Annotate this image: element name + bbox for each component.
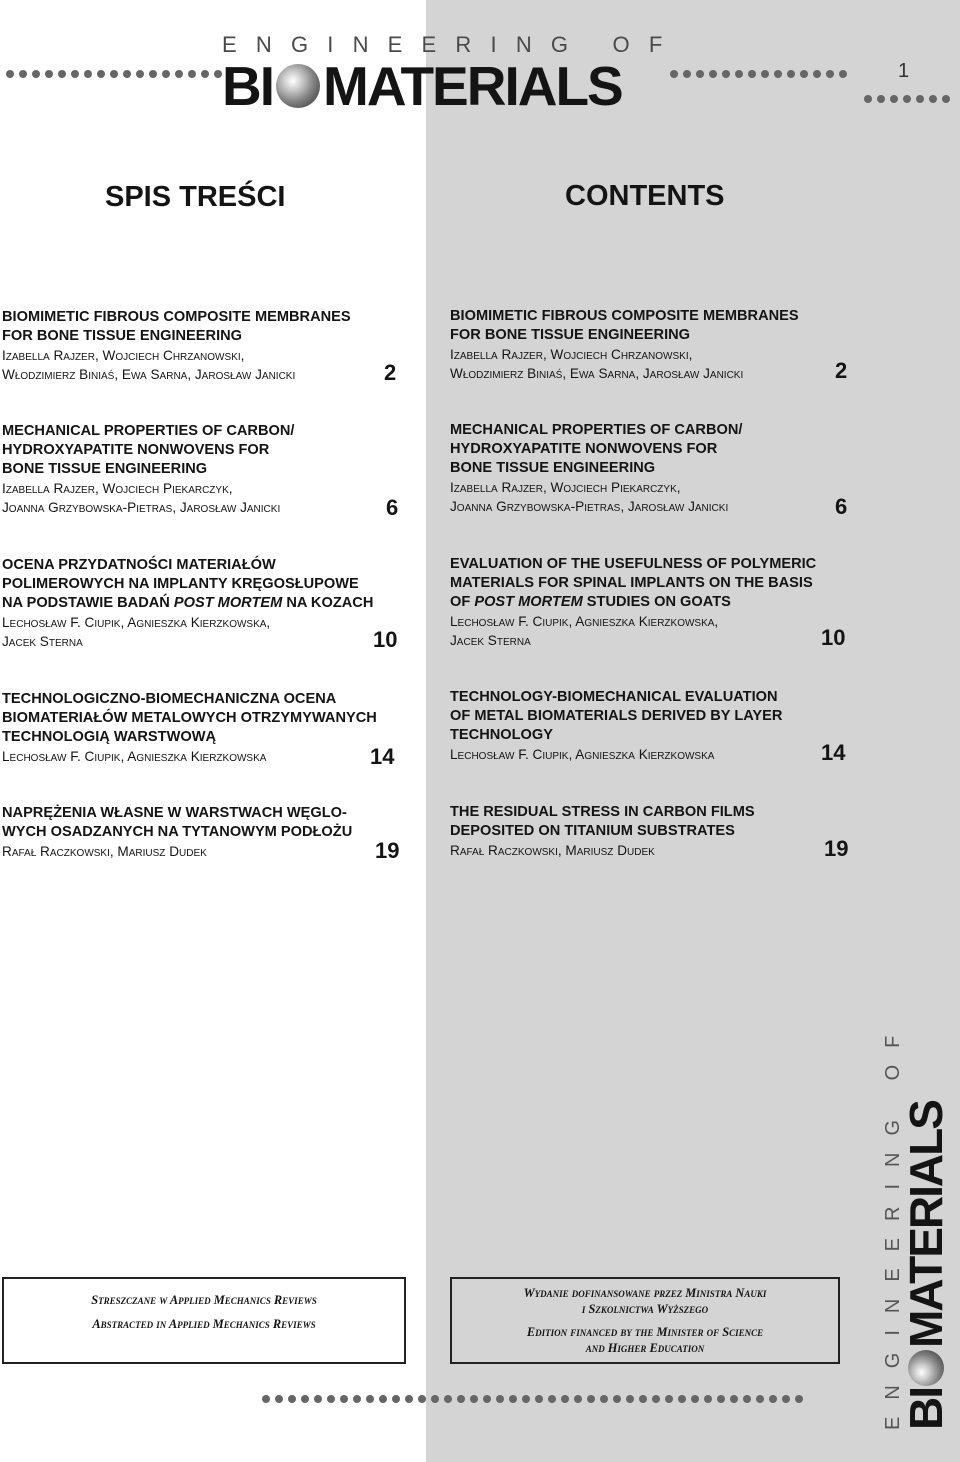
entry-title: EVALUATION OF THE USEFULNESS OF POLYMERIC: [450, 556, 817, 572]
right-entry-2: [450, 421, 742, 516]
financed-line-2: i Szkolnictwa Wyższego: [581, 1302, 709, 1316]
logo-bio-prefix: BI: [222, 55, 273, 117]
left-entry-5-page: 19: [375, 838, 400, 863]
abstracted-line-en: Abstracted in Applied Mechanics Reviews: [92, 1317, 316, 1331]
entry-title: BONE TISSUE ENGINEERING: [450, 460, 656, 476]
page-number: 1: [898, 60, 910, 82]
entry-title: OF POST MORTEM STUDIES ON GOATS: [450, 594, 731, 610]
edition-financed-box: [450, 1277, 840, 1364]
financed-line-4: and Higher Education: [585, 1341, 705, 1355]
entry-title: OCENA PRZYDATNOŚCI MATERIAŁÓW: [2, 557, 276, 573]
left-entry-2-page: 6: [386, 495, 399, 520]
dots-decoration-right: [670, 70, 847, 79]
entry-title: THE RESIDUAL STRESS IN CARBON FILMS: [450, 804, 755, 820]
entry-title: NAPRĘŻENIA WŁASNE W WARSTWACH WĘGLO-: [2, 805, 347, 821]
entry-authors: Lechosław F. Ciupik, Agnieszka Kierzkowska: [2, 749, 267, 764]
right-entry-4: [450, 688, 782, 764]
logo-disc-icon: [276, 64, 320, 108]
logo-bio-suffix: MATERIALS: [323, 55, 622, 117]
entry-title: MECHANICAL PROPERTIES OF CARBON/: [450, 422, 743, 438]
entry-authors: Włodzimierz Biniaś, Ewa Sarna, Jarosław Janicki: [2, 367, 296, 382]
logo-vertical-biomaterials: [900, 1101, 952, 1430]
financed-line-1: Wydanie dofinansowane przez Ministra Nauki: [523, 1286, 767, 1300]
entry-title: NA PODSTAWIE BADAŃ POST MORTEM NA KOZACH: [2, 595, 374, 611]
left-entry-3: [2, 556, 373, 651]
entry-authors: Jacek Sterna: [2, 634, 83, 649]
logo-vertical-engineering-of: ENGINEERING OF: [882, 1018, 904, 1430]
right-entry-1-page: 2: [835, 358, 848, 383]
entry-title: OF METAL BIOMATERIALS DERIVED BY LAYER: [450, 708, 783, 724]
financed-line-3: Edition financed by the Minister of Science: [526, 1325, 764, 1339]
entry-title: TECHNOLOGIĄ WARSTWOWĄ: [2, 729, 217, 745]
entry-title: DEPOSITED ON TITANIUM SUBSTRATES: [450, 823, 735, 839]
left-entry-1: [2, 308, 351, 384]
right-entry-5: [450, 803, 755, 860]
right-entry-3-page: 10: [821, 625, 846, 650]
entry-authors: Joanna Grzybowska-Pietras, Jarosław Janicki: [450, 499, 729, 514]
logo-vertical-bio-suffix: MATERIALS: [900, 1101, 952, 1348]
abstracted-in-box: [2, 1277, 406, 1364]
entry-authors: Rafał Raczkowski, Mariusz Dudek: [450, 843, 655, 858]
right-entry-5-page: 19: [824, 836, 849, 861]
logo-biomaterials: [222, 55, 622, 117]
entry-authors: Izabella Rajzer, Wojciech Piekarczyk,: [2, 481, 233, 496]
entry-title: BIOMIMETIC FIBROUS COMPOSITE MEMBRANES: [450, 308, 799, 324]
entry-authors: Joanna Grzybowska-Pietras, Jarosław Janicki: [2, 500, 281, 515]
right-entry-4-page: 14: [821, 740, 846, 765]
dots-decoration-left: [6, 70, 222, 79]
entry-title: WYCH OSADZANYCH NA TYTANOWYM PODŁOŻU: [2, 824, 353, 840]
entry-title: MECHANICAL PROPERTIES OF CARBON/: [2, 423, 295, 439]
left-entry-3-page: 10: [373, 627, 398, 652]
entry-title: TECHNOLOGY-BIOMECHANICAL EVALUATION: [450, 689, 778, 705]
entry-authors: Lechosław F. Ciupik, Agnieszka Kierzkowska: [450, 747, 715, 762]
left-entry-4-page: 14: [370, 744, 395, 769]
dots-decoration-bottom: [262, 1395, 803, 1404]
entry-title: BONE TISSUE ENGINEERING: [2, 461, 208, 477]
entry-title: POLIMEROWYCH NA IMPLANTY KRĘGOSŁUPOWE: [2, 576, 359, 592]
entry-authors: Izabella Rajzer, Wojciech Piekarczyk,: [450, 480, 681, 495]
left-entry-4: [2, 690, 377, 766]
entry-title: FOR BONE TISSUE ENGINEERING: [450, 327, 691, 343]
logo-vertical-bio-prefix: BI: [900, 1388, 952, 1430]
right-entry-1: [450, 307, 799, 383]
entry-title: HYDROXYAPATITE NONWOVENS FOR: [2, 442, 270, 458]
entry-authors: Rafał Raczkowski, Mariusz Dudek: [2, 844, 207, 859]
entry-authors: Lechosław F. Ciupik, Agnieszka Kierzkowska,: [450, 614, 719, 629]
abstracted-line-pl: Streszczane w Applied Mechanics Reviews: [91, 1293, 317, 1307]
entry-title: BIOMIMETIC FIBROUS COMPOSITE MEMBRANES: [2, 309, 351, 325]
entry-authors: Izabella Rajzer, Wojciech Chrzanowski,: [2, 348, 245, 363]
right-entry-3: [450, 555, 816, 650]
dots-decoration-under-page: [864, 95, 950, 104]
heading-spis-tresci: SPIS TREŚCI: [105, 181, 286, 213]
left-entry-1-page: 2: [384, 360, 397, 385]
entry-title: TECHNOLOGY: [450, 727, 553, 743]
entry-authors: Włodzimierz Biniaś, Ewa Sarna, Jarosław Janicki: [450, 366, 744, 381]
left-entry-5: [2, 804, 352, 861]
logo-vertical-disc-icon: [908, 1350, 944, 1386]
logo-engineering-of: ENGINEERING OF: [222, 32, 682, 57]
entry-title: BIOMATERIAŁÓW METALOWYCH OTRZYMYWANYCH: [2, 710, 377, 726]
entry-title: MATERIALS FOR SPINAL IMPLANTS ON THE BASIS: [450, 575, 813, 591]
entry-authors: Izabella Rajzer, Wojciech Chrzanowski,: [450, 347, 693, 362]
entry-authors: Jacek Sterna: [450, 633, 531, 648]
right-entry-2-page: 6: [835, 494, 848, 519]
entry-title: FOR BONE TISSUE ENGINEERING: [2, 328, 243, 344]
entry-title: TECHNOLOGICZNO-BIOMECHANICZNA OCENA: [2, 691, 337, 707]
entry-title: HYDROXYAPATITE NONWOVENS FOR: [450, 441, 718, 457]
left-entry-2: [2, 422, 294, 517]
entry-authors: Lechosław F. Ciupik, Agnieszka Kierzkowska,: [2, 615, 271, 630]
heading-contents: CONTENTS: [565, 180, 725, 212]
